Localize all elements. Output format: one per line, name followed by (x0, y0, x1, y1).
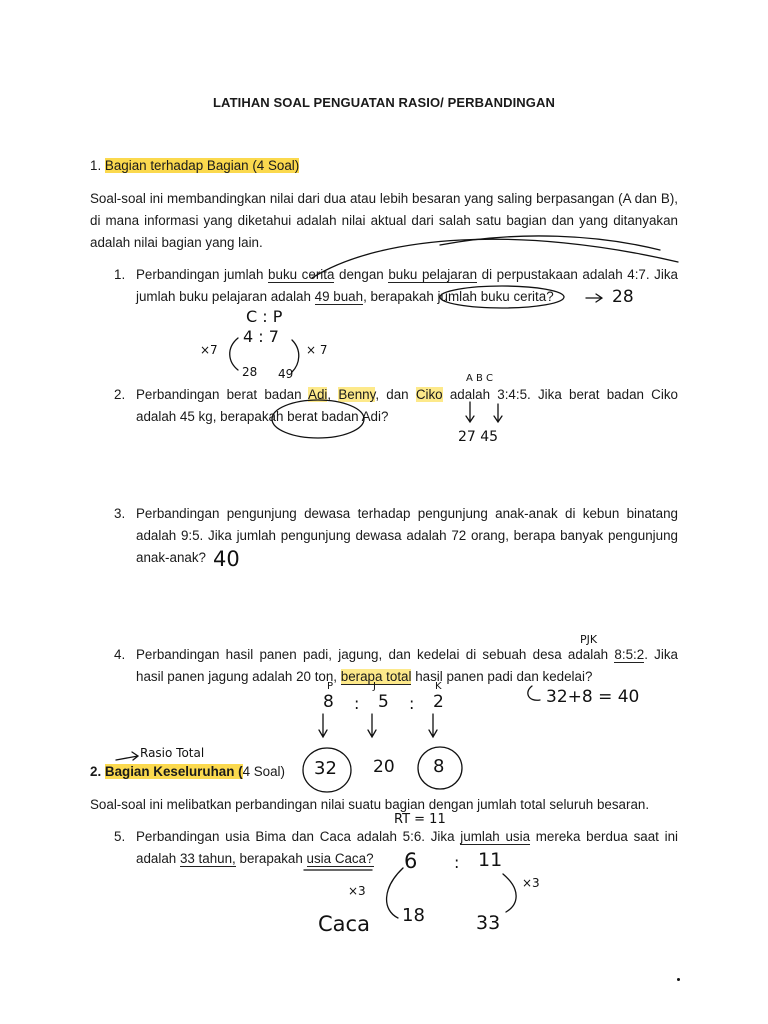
q3-answer: 40 (213, 547, 240, 571)
q1-left-mult: ×7 (200, 343, 218, 357)
section-2-title: Bagian Keseluruhan ( (104, 764, 243, 779)
curve-stroke (503, 874, 516, 912)
q4-separator-2: : (409, 694, 415, 713)
q1-ratio-head: C : P (246, 307, 283, 326)
q4-ratio-p: 8 (323, 692, 334, 712)
q5-value-33: 33 (476, 912, 501, 934)
section-2-description: Soal-soal ini melibatkan perbandingan nilai suatu bagian dengan jumlah total seluruh besaran. (90, 797, 650, 812)
question-number: 2. (114, 387, 126, 402)
q1-c-value: 28 (242, 365, 258, 379)
q5-six: 6 (404, 849, 418, 873)
section-2-heading (90, 764, 285, 779)
q4-label-j: J (373, 681, 376, 692)
section-1-description: Soal-soal ini membandingkan nilai dari dua atau lebih besaran yang saling berpasangan (A dan B), di mana informasi yang diketahui adalah nilai aktual dari salah satu bagian dan yang ditanyakan adalah nilai bagian yang lain. (90, 191, 678, 250)
q4-head: PJK (580, 633, 598, 646)
question-text: Perbandingan pengunjung dewasa terhadap pengunjung anak-anak di kebun binatang adalah 9:5. Jika jumlah pengunjung dewasa adalah 72 orang, berapa banyak pengunjung anak-anak? (136, 506, 678, 565)
q5-colon: : (454, 853, 460, 872)
section-2-number: 2. (90, 764, 102, 779)
q4-sum: 32+8 = 40 (546, 687, 640, 707)
q5-eleven: 11 (478, 849, 503, 871)
question-number: 5. (114, 829, 126, 844)
q2-values: 27 45 (458, 429, 499, 445)
q4-value-k: 8 (433, 756, 445, 777)
section-1-number: 1. (90, 158, 102, 173)
rasio-total-note: Rasio Total (140, 746, 205, 760)
question-number: 3. (114, 506, 126, 521)
q5-right-mult: ×3 (522, 876, 540, 890)
q1-answer: 28 (612, 287, 634, 307)
q4-label-p: P (327, 681, 334, 692)
arrow-stroke (429, 714, 437, 737)
section-1-title: Bagian terhadap Bagian (4 Soal) (104, 158, 300, 173)
curve-stroke (387, 868, 403, 918)
q2-head: A B C (466, 373, 494, 384)
stray-dot (677, 978, 680, 981)
arrow-stroke (116, 752, 138, 760)
question-number: 1. (114, 267, 126, 282)
q1-ratio: 4 : 7 (243, 327, 279, 346)
q1-p-value: 49 (278, 367, 294, 381)
q5-caca-label: Caca (318, 912, 370, 936)
question-text: Perbandingan hasil panen padi, jagung, dan kedelai di sebuah desa adalah 8:5:2. Jika hasil panen jagung adalah 20 ton, berapa total hasil panen padi dan kedelai? (136, 647, 678, 684)
question-text: Perbandingan jumlah buku cerita dengan buku pelajaran di perpustakaan adalah 4:7. Jika jumlah buku pelajaran adalah 49 buah, berapakah jumlah buku cerita? (136, 267, 678, 304)
q4-label-k: K (435, 681, 442, 692)
question-number: 4. (114, 647, 126, 662)
question-text: Perbandingan usia Bima dan Caca adalah 5:6. Jika jumlah usia mereka berdua saat ini adalah 33 tahun, berapakah usia Caca? (136, 829, 679, 866)
q5-left-mult: ×3 (348, 884, 366, 898)
rt-note: RT = 11 (394, 812, 446, 827)
q4-value-p: 32 (314, 758, 337, 779)
q4-ratio-j: 5 (378, 692, 389, 712)
q5-value-18: 18 (402, 905, 425, 926)
section-2-title-tail: 4 Soal) (242, 764, 285, 779)
arrow-stroke (319, 714, 327, 737)
q4-value-j: 20 (373, 757, 395, 777)
curve-stroke (230, 338, 238, 370)
arrow-stroke (368, 714, 376, 737)
q4-separator-1: : (354, 694, 360, 713)
arrow-stroke (528, 686, 540, 700)
page-title: LATIHAN SOAL PENGUATAN RASIO/ PERBANDINGAN (213, 95, 555, 110)
q1-right-mult: × 7 (306, 343, 328, 357)
question-text: Perbandingan berat badan Adi, Benny, dan Ciko adalah 3:4:5. Jika berat badan Ciko adalah 45 kg, berapakah berat badan Adi? (136, 387, 678, 424)
q4-ratio-k: 2 (433, 692, 444, 712)
section-1-heading (90, 158, 299, 173)
